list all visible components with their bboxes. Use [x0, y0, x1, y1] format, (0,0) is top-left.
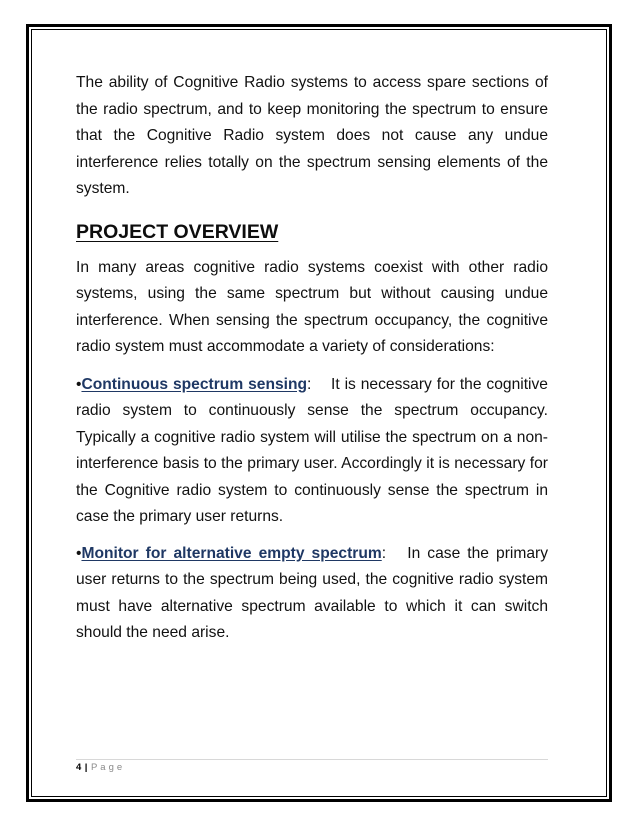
bullet-separator: : — [307, 375, 312, 393]
bullet-alternative-spectrum — [76, 541, 548, 647]
bullet-text: In case the primary user returns to the spectrum being used, the cognitive radio system must have alternative spectrum available to which it can switch should the need arise. — [76, 544, 549, 641]
intro-paragraph: The ability of Cognitive Radio systems to access spare sections of the radio spectrum, and to keep monitoring the spectrum to ensure that the Cognitive Radio system does not cause any undue interference relies totally on the spectrum sensing elements of the system. — [76, 74, 548, 197]
bullet-separator: : — [381, 544, 387, 562]
bullet-continuous-sensing — [76, 372, 548, 531]
bullet-term: Monitor for alternative empty spectrum — [81, 544, 382, 562]
bullet-marker: • — [76, 375, 82, 393]
footer-separator: | — [84, 762, 88, 773]
section-heading: PROJECT OVERVIEW — [76, 220, 279, 243]
page-footer — [76, 759, 548, 773]
page-number: 4 — [76, 762, 82, 773]
bullet-marker: • — [76, 544, 82, 562]
overview-paragraph: In many areas cognitive radio systems coexist with other radio systems, using the same spectrum but without causing undue interference. When sensing the spectrum occupancy, the cognitive radio system must accommodate a variety of considerations: — [76, 258, 548, 355]
bullet-term: Continuous spectrum sensing — [81, 375, 308, 393]
bullet-text: It is necessary for the cognitive radio system to continuously sense the spectrum occupancy. Typically a cognitive radio system will utilise the spectrum on a non-interference basis to the primary user. Accordingly it is necessary for the Cognitive radio system to continuously sense the spectrum in case the primary user returns. — [76, 375, 548, 525]
document-body — [76, 70, 548, 657]
page-label: Page — [90, 762, 126, 773]
